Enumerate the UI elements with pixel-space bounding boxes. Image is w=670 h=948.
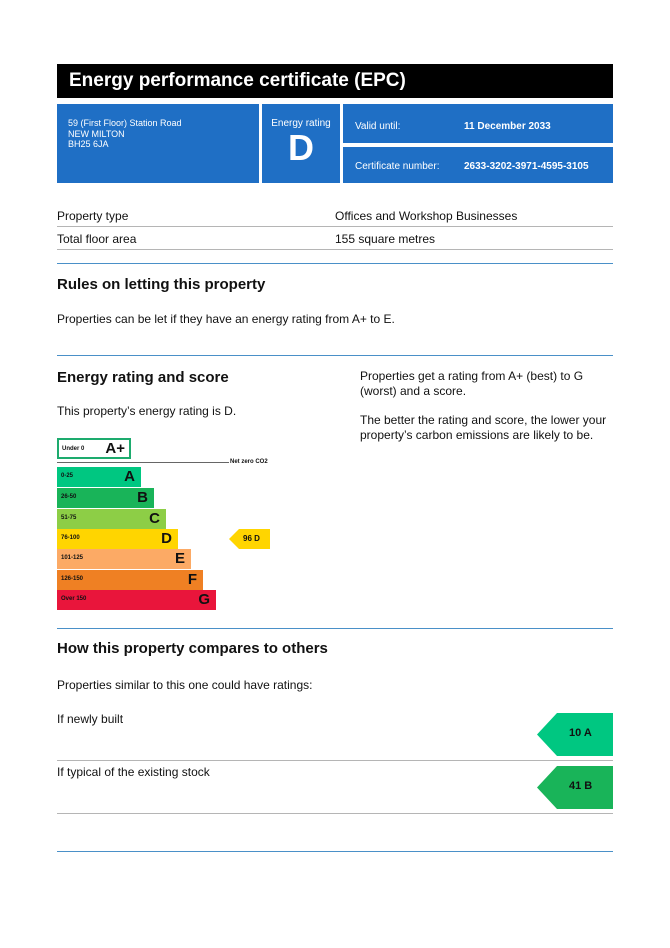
score-text: This property’s energy rating is D.: [57, 404, 237, 418]
compare-row-new: [57, 712, 613, 761]
address-panel: [57, 104, 259, 183]
score-heading: Energy rating and score: [57, 369, 229, 386]
band-range: 126-150: [61, 576, 84, 582]
band-range: 101-125: [61, 555, 84, 561]
band-range: 51-75: [61, 515, 77, 521]
current-rating-arrow: [229, 529, 270, 549]
property-type-row: [57, 205, 613, 227]
compare-row-label: If newly built: [57, 712, 124, 726]
valid-until-label: Valid until:: [355, 121, 401, 132]
band-a-plus: [57, 438, 131, 459]
band-e: [57, 549, 191, 569]
section-divider: [57, 851, 613, 852]
certificate-number-value: 2633-3202-3971-4595-3105: [464, 161, 589, 172]
section-divider: [57, 355, 613, 356]
band-letter: E: [174, 550, 185, 567]
band-letter: C: [149, 510, 160, 527]
rating-explanation: Properties get a rating from A+ (best) to G (worst) and a score.: [360, 369, 584, 398]
band-range: 26-50: [61, 494, 77, 500]
current-rating-label: 96 D: [243, 534, 260, 543]
compare-heading: How this property compares to others: [57, 640, 328, 657]
property-type-label: Property type: [57, 209, 129, 223]
new-build-rating-label: 10 A: [569, 727, 592, 739]
net-zero-label: Net zero CO2: [230, 459, 268, 465]
valid-until-panel: [343, 104, 613, 143]
band-c: [57, 509, 166, 529]
section-divider: [57, 628, 613, 629]
floor-area-value: 155 square metres: [335, 232, 436, 246]
compare-text: Properties similar to this one could have ratings:: [57, 678, 313, 692]
energy-rating-letter: D: [288, 127, 314, 168]
band-range: 76-100: [61, 535, 80, 541]
property-type-value: Offices and Workshop Businesses: [335, 209, 518, 223]
band-range: 0-25: [61, 473, 74, 479]
floor-area-row: [57, 228, 613, 250]
typical-stock-rating-arrow: [537, 766, 613, 809]
energy-rating-panel: [262, 104, 340, 183]
band-letter: G: [198, 591, 210, 608]
new-build-rating-arrow: [537, 713, 613, 756]
address-line-1: 59 (First Floor) Station Road: [68, 118, 182, 128]
page-title: Energy performance certificate (EPC): [57, 64, 613, 98]
net-zero-line: [57, 462, 229, 463]
compare-row-label: If typical of the existing stock: [57, 765, 210, 779]
band-range: Over 150: [61, 596, 87, 602]
band-f: [57, 570, 203, 590]
carbon-explanation: The better the rating and score, the lower your property’s carbon emissions are likely to be.: [360, 413, 607, 442]
floor-area-label: Total floor area: [57, 232, 137, 246]
address-line-3: BH25 6JA: [68, 139, 109, 149]
band-letter: A: [124, 468, 135, 485]
band-letter: B: [137, 489, 148, 506]
band-b: [57, 488, 154, 508]
compare-row-typical: [57, 765, 613, 814]
certificate-number-panel: [343, 147, 613, 183]
band-g: [57, 590, 216, 610]
valid-until-value: 11 December 2033: [464, 121, 551, 132]
letting-heading: Rules on letting this property: [57, 276, 266, 293]
band-letter: A+: [105, 440, 125, 457]
section-divider: [57, 263, 613, 264]
band-range: Under 0: [62, 446, 85, 452]
energy-rating-label: Energy rating: [271, 118, 331, 129]
letting-text: Properties can be let if they have an energy rating from A+ to E.: [57, 312, 395, 326]
band-letter: F: [187, 571, 197, 588]
typical-stock-rating-label: 41 B: [569, 780, 593, 792]
address-line-2: NEW MILTON: [68, 128, 125, 139]
band-d: [57, 529, 178, 549]
band-letter: D: [161, 530, 172, 547]
band-a: [57, 467, 141, 487]
certificate-number-label: Certificate number:: [355, 161, 440, 172]
